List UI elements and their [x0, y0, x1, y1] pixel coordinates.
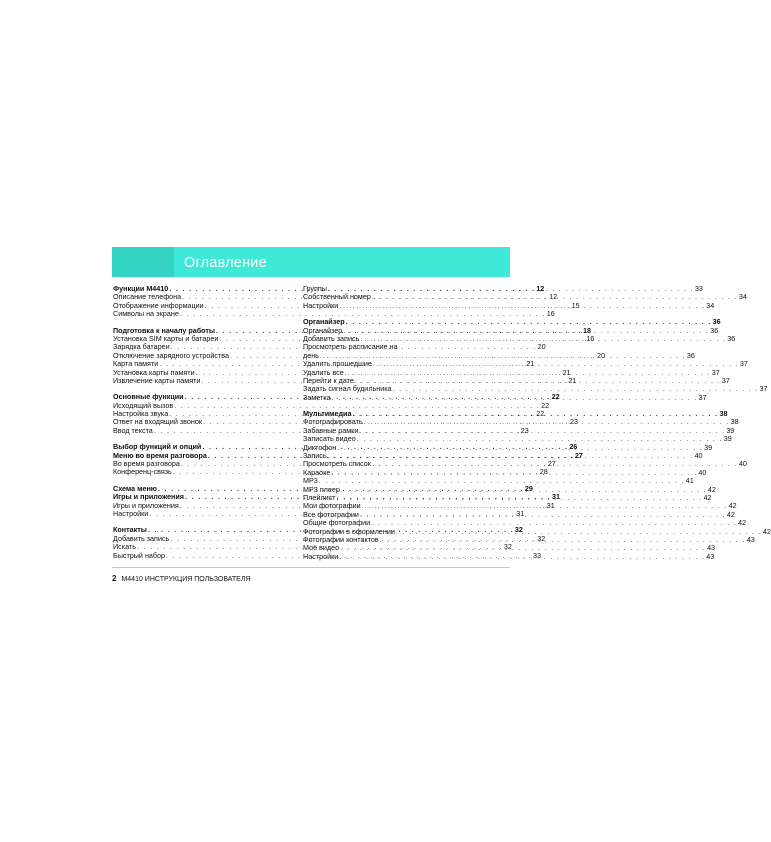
- toc-entry-label: Во время разговора: [113, 459, 180, 469]
- toc-entry-label: Удалить прошедшие: [303, 359, 372, 369]
- toc-entry-label: Настройка звука: [113, 409, 169, 419]
- toc-entry-label: Меню во время разговора: [113, 450, 207, 460]
- toc-entry-page: 40: [694, 451, 703, 461]
- toc-entry-label: Контакты: [113, 525, 147, 535]
- toc-entry-label: Заметка: [303, 392, 331, 402]
- toc-entry-label: Описание телефона: [113, 292, 182, 302]
- toc-entry-page: 33: [533, 550, 541, 560]
- toc-entry-page: 43: [746, 534, 755, 544]
- toc-entry-label: MP3 плеер: [303, 484, 340, 494]
- toc-entry-page: 20: [537, 342, 546, 352]
- toc-entry-label: Быстрый набор: [113, 550, 166, 560]
- toc-entry-label: Записать видео: [303, 434, 356, 444]
- toc-entry-label: Отключение зарядного устройства: [113, 350, 230, 360]
- toc-entry-label: Ответ на входящий звонок: [113, 417, 202, 427]
- toc-entry-label: Основные функции: [113, 392, 184, 402]
- toc-entry-label: Настройки: [303, 551, 339, 561]
- toc-entry-page: 38: [719, 409, 728, 419]
- toc-entry-page: 39: [704, 442, 713, 452]
- toc-entry-label: Конференц-связь: [113, 467, 172, 477]
- toc-entry-label: Ввод текста: [113, 425, 153, 435]
- footer-divider: [112, 567, 510, 568]
- toc-entry-page: 23: [520, 425, 529, 435]
- toc-entry-page: 42: [762, 526, 771, 536]
- toc-entry-page: 43: [706, 551, 715, 561]
- toc-entry-page: 36: [727, 333, 736, 343]
- footer-text: M4410 ИНСТРУКЦИЯ ПОЛЬЗОВАТЕЛЯ: [121, 576, 251, 583]
- toc-entry-label: Общие фотографии: [303, 518, 371, 528]
- toc-entry-label: Фотографии в оформлении: [303, 526, 395, 536]
- toc-entry-page: 16: [546, 309, 555, 319]
- toc-entry-label: Группы: [303, 284, 327, 293]
- toc-entry-label: Извлечение карты памяти: [113, 375, 201, 385]
- toc-entry-label: Исходящий вызов: [113, 400, 174, 410]
- toc-entry[interactable]: [113, 309, 555, 319]
- dot-leader: [339, 302, 705, 310]
- toc-entry-page: 12: [536, 284, 545, 293]
- toc-entry-page: 37: [759, 384, 768, 394]
- toc-entry-page: 16: [586, 333, 595, 343]
- toc-entry-page: 36: [686, 350, 695, 360]
- toc-entry-page: 22: [536, 409, 545, 419]
- toc-entry-page: 39: [726, 425, 735, 435]
- toc-entry-label: Зарядка батареи: [113, 342, 170, 352]
- toc-entry-page: 42: [726, 509, 735, 519]
- page-title: Оглавление: [184, 255, 267, 271]
- toc-entry-page: 43: [707, 543, 716, 553]
- toc-entry-label: Настройки: [113, 508, 149, 518]
- toc-entry-page: 42: [707, 484, 716, 494]
- toc-entry-page: 40: [738, 459, 747, 469]
- toc-entry-label: Диктофон: [303, 442, 337, 452]
- dot-leader: [332, 394, 698, 402]
- toc-entry-page: 36: [712, 317, 721, 327]
- toc-entry-page: 12: [549, 292, 558, 302]
- dot-leader: [360, 335, 726, 343]
- toc-entry-label: Подготовка к началу работы: [113, 325, 216, 335]
- toc-entry-label: Мультимедиа: [303, 409, 352, 419]
- toc-entry-page: 38: [730, 417, 739, 427]
- toc-entry-page: 31: [546, 500, 555, 510]
- toc-entry-label: Добавить запись: [113, 533, 170, 543]
- toc-entry-label: день: [303, 350, 319, 360]
- toc-entry-label: Плейлист: [303, 492, 336, 502]
- toc-entry-label: Задать сигнал будильника: [303, 384, 392, 394]
- toc-entry-page: 39: [723, 434, 732, 444]
- toc-entry-page: 26: [569, 442, 578, 452]
- toc-entry-label: Карта памяти: [113, 359, 159, 369]
- toc-entry-label: Все фотографии: [303, 509, 359, 519]
- dot-leader: [339, 550, 705, 561]
- toc-entry-page: 42: [728, 501, 737, 511]
- toc-entry-label: Просмотреть расписание на: [303, 342, 398, 352]
- toc-entry-label: Функции M4410: [113, 284, 169, 293]
- toc-entry-label: Схема меню: [113, 483, 157, 493]
- banner-accent-block: [112, 247, 174, 277]
- toc-entry-page: 23: [569, 417, 578, 427]
- toc-entry-label: Органайзер: [303, 325, 343, 335]
- toc-entry-page: 29: [524, 483, 533, 493]
- toc-entry-page: 32: [503, 542, 512, 552]
- page-footer: [112, 574, 251, 583]
- toc-entry-page: 18: [583, 325, 592, 335]
- toc-entry-label: Добавить запись: [303, 333, 360, 343]
- toc-entry-label: Удалить все: [303, 367, 344, 377]
- toc-entry-page: 22: [551, 392, 560, 402]
- toc-entry-label: Игры и приложения: [113, 492, 184, 502]
- toc-entry-label: Органайзер: [303, 317, 345, 327]
- toc-entry-page: 42: [703, 492, 712, 502]
- toc-entry-page: 21: [568, 375, 577, 385]
- toc-entry-page: 32: [514, 525, 523, 535]
- toc-entry-page: 34: [738, 292, 747, 302]
- toc-entry-page: 22: [541, 400, 550, 410]
- toc-entry-page: 42: [738, 518, 747, 528]
- toc-entry-label: Настройки: [303, 300, 339, 310]
- toc-entry-page: 15: [571, 300, 580, 310]
- toc-entry-page: 27: [574, 450, 583, 460]
- toc-entry-label: Моё видео: [303, 543, 340, 553]
- title-banner: [112, 247, 510, 277]
- toc-entry-label: Символы на экране: [113, 309, 179, 319]
- toc-entry-page: 37: [739, 359, 748, 369]
- toc-entry-label: MP3: [303, 476, 318, 486]
- toc-entry-page: 32: [537, 533, 546, 543]
- toc-entry-page: 27: [547, 459, 556, 469]
- page-number: 2: [112, 574, 117, 583]
- toc-entry-page: 21: [526, 359, 535, 369]
- toc-entry-label: Установка SIM карты и батареи: [113, 333, 219, 343]
- toc-entry-label: Установка карты памяти: [113, 367, 195, 377]
- toc-entry-label: Фотографировать: [303, 417, 363, 427]
- toc-entry-page: 21: [562, 367, 571, 377]
- toc-entry-page: 31: [551, 492, 560, 502]
- toc-entry-label: Искать: [113, 542, 136, 552]
- toc-entry-page: 37: [698, 392, 707, 402]
- toc-entry-label: Собственный номер: [303, 292, 371, 302]
- toc-entry-label: Забавные рамки: [303, 425, 359, 435]
- toc-entry-label: Отображение информации: [113, 300, 204, 310]
- toc-entry-page: 36: [710, 325, 719, 335]
- toc-entry-page: 33: [694, 284, 703, 293]
- toc-entry-page: 41: [685, 476, 694, 486]
- toc-entry-label: Фотографии контактов: [303, 534, 379, 544]
- toc-entry-page: 40: [698, 467, 707, 477]
- toc-entry-label: Караоке: [303, 467, 331, 477]
- toc-entry-label: Перейти к дате: [303, 375, 354, 385]
- toc-entry-page: 20: [596, 350, 605, 360]
- toc-entry-page: 37: [711, 367, 720, 377]
- toc-entry-label: Игры и приложения: [113, 500, 179, 510]
- toc-entry-page: 37: [721, 375, 730, 385]
- toc-entry-page: 28: [539, 467, 548, 477]
- toc-entry-label: Запись: [303, 451, 327, 461]
- toc-entry-page: 34: [706, 300, 715, 310]
- toc-entry-label: Выбор функций и опций: [113, 442, 202, 452]
- toc-entry-label: Мои фотографии: [303, 501, 361, 511]
- toc-entry-label: Просмотреть список: [303, 459, 371, 469]
- toc-entry-page: 31: [516, 508, 525, 518]
